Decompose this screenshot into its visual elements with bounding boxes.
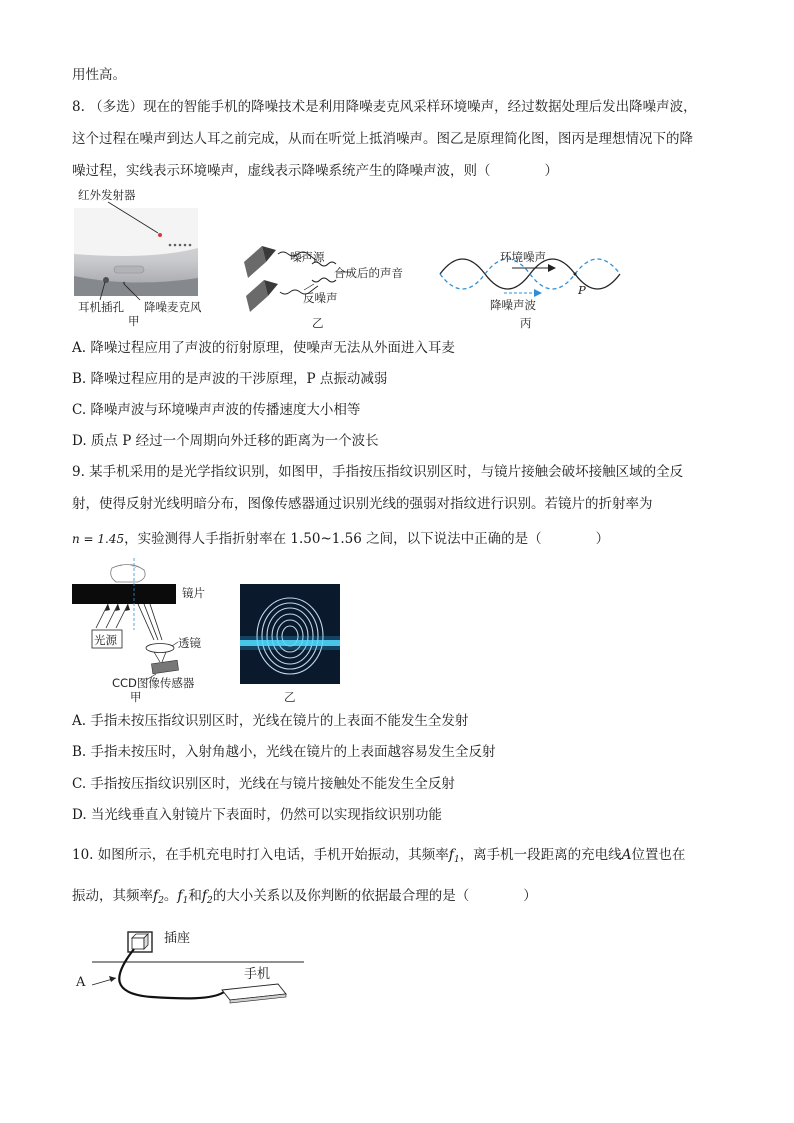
- q10-text-2: ，离手机一段距离的充电线: [459, 847, 622, 863]
- fingerprint-image: [240, 584, 340, 684]
- label-anti-noise: 反噪声: [303, 291, 338, 305]
- question-9-stem-line-3-text: ，实验测得人手指折射率在 1.50~1.56 之间，以下说法中正确的是（ ）: [124, 531, 610, 547]
- label-combined-sound: 合成后的声音: [334, 266, 403, 280]
- question-9-stem-line-1: 9. 某手机采用的是光学指纹识别，如图甲，手指按压指纹识别区时，与镜片接触会破坏接触区域的全反: [72, 464, 684, 480]
- label-headphone-jack: 耳机插孔: [78, 300, 124, 314]
- ccd-sensor: [151, 660, 178, 674]
- option-8a: A. 降噪过程应用了声波的衍射原理，使噪声无法从外面进入耳麦: [72, 340, 455, 356]
- label-noise-mic: 降噪麦克风: [144, 300, 202, 314]
- figure-10: [72, 922, 312, 1012]
- label-anti-noise-wave: 降噪声波: [490, 298, 536, 312]
- option-8d: D. 质点 P 经过一个周期向外迁移的距离为一个波长: [72, 433, 379, 449]
- caption-yi: 乙: [284, 690, 296, 704]
- label-environment-noise: 环境噪声: [500, 250, 546, 264]
- question-10-stem-line-1: [72, 846, 685, 869]
- finger-icon: [111, 564, 145, 582]
- wave-diagram: [440, 259, 620, 297]
- refractive-index: n = 1.45: [72, 532, 125, 546]
- label-point-p: P: [578, 283, 586, 297]
- question-8-stem-line-2: 这个过程在噪声到达人耳之前完成，从而在听觉上抵消噪声。图乙是原理简化图，图丙是理想情况下的降: [72, 131, 693, 147]
- label-ir-emitter: 红外发射器: [78, 188, 136, 202]
- figure-10-drawing: [72, 922, 312, 1012]
- charging-cable: [119, 949, 224, 998]
- option-9b: B. 手指未按压时，入射角越小，光线在镜片的上表面越容易发生全反射: [72, 744, 496, 760]
- text-line: 用性高。: [72, 67, 126, 83]
- question-10-stem-line-2: [72, 887, 537, 910]
- caption-yi: 乙: [312, 316, 324, 330]
- label-ccd-sensor: CCD图像传感器: [112, 676, 195, 690]
- question-8-stem-line-3: 噪过程，实线表示环境噪声，虚线表示降噪系统产生的降噪声波，则（ ）: [72, 163, 558, 179]
- q10-text-6: 和: [188, 888, 202, 904]
- symbol-f2: $f_2$: [153, 888, 164, 906]
- question-9-stem-line-3: [72, 530, 609, 548]
- label-phone: 手机: [244, 967, 271, 982]
- convex-lens: [146, 644, 174, 653]
- option-8c: C. 降噪声波与环境噪声声波的传播速度大小相等: [72, 402, 361, 418]
- caption-jia: 甲: [128, 314, 140, 328]
- label-point-a: A: [76, 975, 86, 990]
- q10-text-1: 10. 如图所示，在手机充电时打入电话，手机开始振动，其频率: [72, 847, 449, 863]
- symbol-f1: $f_1$: [448, 847, 460, 865]
- label-socket: 插座: [164, 931, 191, 946]
- figure-8: [72, 188, 632, 333]
- caption-jia: 甲: [130, 690, 142, 704]
- q10-text-7: 的大小关系以及你判断的依据最合理的是（ ）: [212, 888, 537, 904]
- phone-photo: [74, 202, 198, 300]
- figure-9: [72, 556, 372, 706]
- label-convex-lens: 透镜: [178, 636, 201, 650]
- q10-text-5: 。: [163, 888, 178, 904]
- option-9c: C. 手指按压指纹识别区时，光线在与镜片接触处不能发生全反射: [72, 776, 455, 792]
- symbol-f2b: $f_2$: [201, 888, 213, 906]
- q10-text-4: 振动，其频率: [72, 888, 153, 904]
- question-8-stem-line-1: 8. （多选）现在的智能手机的降噪技术是利用降噪麦克风采样环境噪声，经过数据处理后发出降噪声波，: [72, 99, 697, 115]
- option-9d: D. 当光线垂直入射镜片下表面时，仍然可以实现指纹识别功能: [72, 807, 442, 823]
- label-noise-source: 噪声源: [290, 250, 325, 264]
- q10-text-3: 位置也在: [631, 847, 686, 863]
- label-light-source: 光源: [94, 633, 117, 647]
- label-lens: 镜片: [182, 586, 205, 600]
- option-8b: B. 降噪过程应用的是声波的干涉原理，P 点振动减弱: [72, 371, 388, 387]
- caption-bing: 丙: [520, 316, 532, 330]
- option-9a: A. 手指未按压指纹识别区时，光线在镜片的上表面不能发生全发射: [72, 713, 469, 729]
- symbol-f1b: $f_1$: [177, 888, 189, 906]
- q10-point-a: A: [621, 847, 632, 863]
- lens-bar: [72, 584, 176, 604]
- question-9-stem-line-2: 射，使得反射光线明暗分布，图像传感器通过识别光线的强弱对指纹进行识别。若镜片的折射率为: [72, 496, 653, 512]
